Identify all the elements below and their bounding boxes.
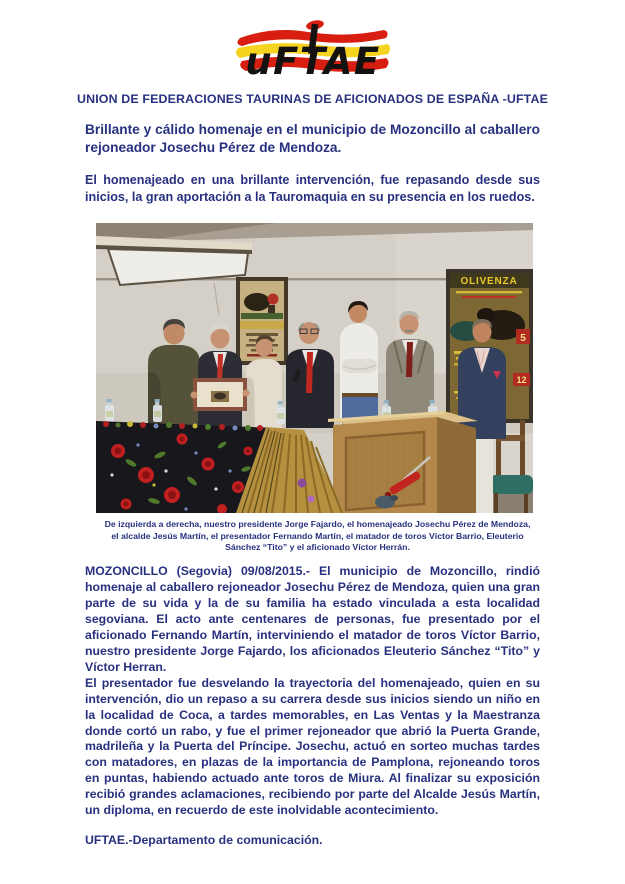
- article-headline: Brillante y cálido homenaje en el municipio de Mozoncillo al caballero rejoneador Josechu Pérez de Mendoza.: [85, 122, 540, 156]
- org-name-line: UNION DE FEDERACIONES TAURINAS DE AFICIONADOS DE ESPAÑA -UFTAE: [77, 92, 548, 106]
- event-photo-figure: [85, 223, 540, 553]
- poster-number-12: 12: [516, 375, 527, 386]
- article: [85, 121, 540, 847]
- logo-acronym: uFTAE: [244, 40, 381, 83]
- body-paragraph-2: El presentador fue desvelando la trayectoria del homenajeado, quien en su intervención, dio un repaso a su carrera desde sus inicios siendo un niño en la localidad de Coca, a tardes memorables, en Las Ventas y la Maestranza donde cortó un rabo, y fue el primer rejoneador que abrió la Puerta Grande, madrileña y la Puerta del Príncipe. Josechu, actuó en sorteo muchas tardes con matadores, en plazas de la importancia de Pamplona, rejoneando toros en puntas, habiendo actuado ante toros de Miura. Al finalizar su exposición recibió grandes aclamaciones, recibiendo por parte del Alcalde Jesús Martín, un diploma, en recuerdo de este inolvidable acontecimiento.: [85, 675, 540, 818]
- poster-number-5: 5: [520, 333, 526, 345]
- olivenza-poster-title: OLIVENZA: [460, 276, 518, 288]
- uftae-logo: [218, 14, 408, 88]
- photo-caption: De izquierda a derecha, nuestro presidente Jorge Fajardo, el homenajeado Josechu Pérez de Mendoza, el alcalde Jesús Martín, el presentador Fernando Martín, el matador de toros Víctor Barrio, Eleuterio Sánchez “Tito” y el aficionado Víctor Herrán.: [104, 519, 531, 553]
- wooden-podium: [328, 411, 478, 513]
- masthead: [0, 0, 625, 106]
- article-body: [85, 564, 540, 819]
- body-paragraph-1: MOZONCILLO (Segovia) 09/08/2015.- El municipio de Mozoncillo, rindió homenaje al caballero rejoneador Josechu Pérez de Mendoza, quien una gran parte de su vida y la de su familia ha estado vinculada a esta localidad segoviana. El acto ante centenares de personas, fue presentado por el aficionado Fernando Martín, interviniendo el matador de toros Víctor Barrio, nuestro presidente Jorge Fajardo, los aficionados Eleuterio Sánchez “Tito” y Víctor Herran.: [85, 564, 540, 674]
- framed-diploma: [191, 378, 250, 411]
- signoff-line: UFTAE.-Departamento de comunicación.: [85, 833, 323, 848]
- article-standfirst: El homenajeado en una brillante intervención, fue repasando desde sus inicios, la gran aportación a la Tauromaquia en su presencia en los ruedos.: [85, 173, 540, 204]
- event-photo: [96, 223, 533, 513]
